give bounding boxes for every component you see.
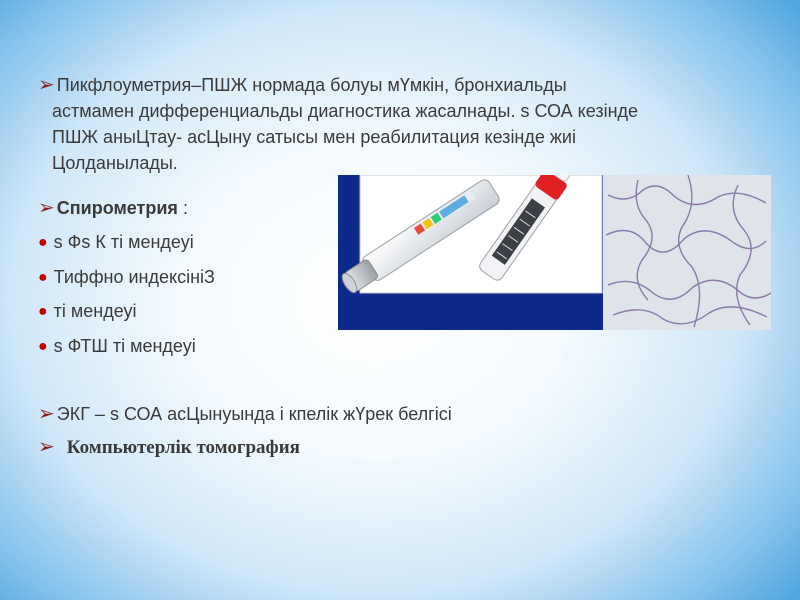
list-item xyxy=(38,264,215,292)
list-item-text: s Фs К ті мендеуі xyxy=(53,232,194,252)
spirometry-heading xyxy=(38,195,188,221)
bullet-dot-icon: ● xyxy=(38,303,48,320)
ekg-item xyxy=(38,401,452,427)
ct-item xyxy=(38,434,300,461)
bullet-dot-icon: ● xyxy=(38,338,48,355)
ekg-text: ЭКГ – s СОА асЦынуында і кпелік жҮрек белгісі xyxy=(56,404,452,424)
list-item-text: s ФТШ ті мендеуі xyxy=(53,336,196,356)
bullet-dot-icon: ● xyxy=(38,269,48,286)
list-item xyxy=(38,298,137,326)
paragraph-line-4: Цолданылады. xyxy=(52,153,178,173)
paragraph-line-3: ПШЖ аныЦтау- асЦыну сатысы мен реабилитация кезінде жиі xyxy=(52,127,576,147)
list-item-text: Тиффно индексініЗ xyxy=(53,267,215,287)
paragraph-line-1 xyxy=(38,72,778,98)
arrow-bullet-icon: ➢ xyxy=(38,436,55,458)
peak-flow-meter-icon xyxy=(338,175,771,330)
paragraph-text: Пикфлоуметрия–ПШЖ нормада болуы мҮмкін, бронхиальды xyxy=(56,75,567,95)
peak-flow-meter-image xyxy=(338,175,771,330)
paragraph-line-2: астмамен дифференциальды диагностика жасалнады. s СОА кезінде xyxy=(52,101,639,121)
arrow-bullet-icon: ➢ xyxy=(38,403,55,425)
spirometry-title: Спирометрия xyxy=(56,198,178,218)
list-item xyxy=(38,229,194,257)
arrow-bullet-icon: ➢ xyxy=(38,74,55,96)
bullet-dot-icon: ● xyxy=(38,234,48,251)
list-item-text: ті мендеуі xyxy=(53,301,137,321)
peak-flow-paragraph xyxy=(38,72,778,176)
ct-text: Компьютерлік томография xyxy=(66,437,300,458)
arrow-bullet-icon: ➢ xyxy=(38,197,55,219)
spirometry-colon: : xyxy=(177,198,188,218)
list-item xyxy=(38,333,196,361)
